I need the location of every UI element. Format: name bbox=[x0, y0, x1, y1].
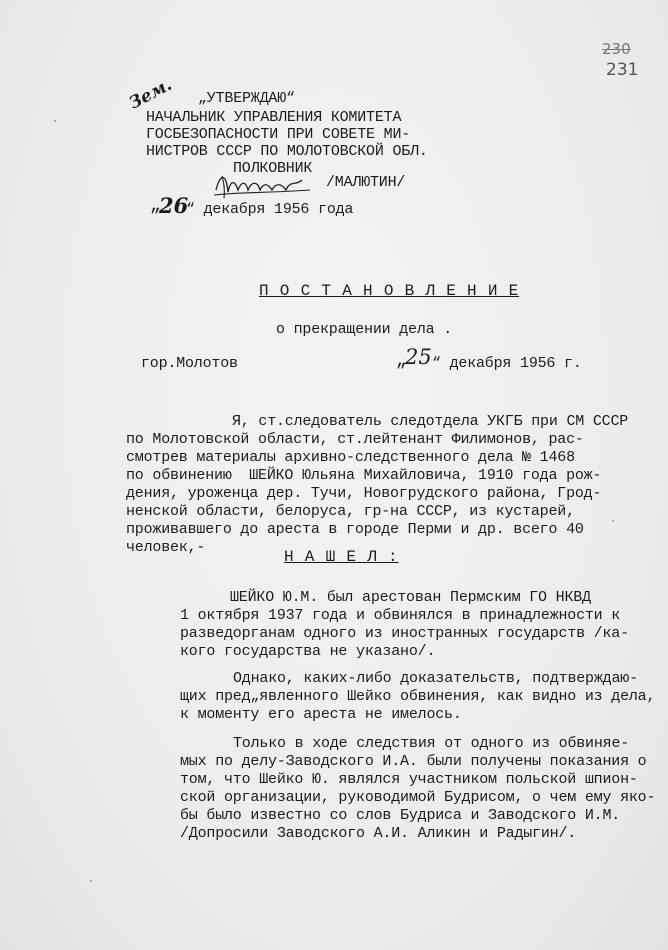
scan-speck bbox=[612, 520, 614, 522]
intro-line: человек,- bbox=[126, 539, 206, 556]
para3-line: бы было известно со слов Будриса и Заводского И.М. bbox=[180, 807, 621, 824]
scan-speck bbox=[54, 120, 56, 122]
approval-date-day: 26 bbox=[159, 193, 189, 218]
approval-line-2: ГОСБЕЗОПАСНОСТИ ПРИ СОВЕТЕ МИ- bbox=[146, 126, 411, 143]
intro-line: Я, ст.следователь следотдела УКГБ при СМ СССР bbox=[232, 413, 629, 430]
para2-line: к моменту его ареста не имелось. bbox=[180, 706, 462, 723]
para1-line: 1 октября 1937 года и обвинялся в принадлежности к bbox=[180, 607, 621, 624]
intro-line: проживавшего до ареста в городе Перми и др. всего 40 bbox=[126, 521, 584, 538]
intro-line: смотрев материалы архивно-следственного дела № 1468 bbox=[126, 449, 575, 466]
signature-image bbox=[210, 168, 320, 200]
document-date-quote: „ bbox=[396, 351, 407, 371]
document-subtitle: о прекращении дела . bbox=[276, 321, 453, 338]
approval-stamp-title: „УТВЕРЖДАЮ“ bbox=[198, 90, 295, 107]
para3-line: ской организации, руководимой Будрисом, о чем ему яко- bbox=[180, 789, 656, 806]
para3-line: /Допросили Заводского А.И. Аликин и Радыгин/. bbox=[180, 825, 577, 842]
document-title: П О С Т А Н О В Л Е Н И Е bbox=[259, 282, 520, 300]
para3-line: том, что Шейко Ю. являлся участником польской шпион- bbox=[180, 771, 638, 788]
intro-line: по Молотовской области, ст.лейтенант Филимонов, рас- bbox=[126, 431, 584, 448]
scan-speck bbox=[90, 880, 92, 882]
para2-line: Однако, каких-либо доказательств, подтверждаю- bbox=[233, 670, 638, 687]
para1-line: разведорганам одного из иностранных государств /ка- bbox=[180, 625, 629, 642]
approval-line-4: ПОЛКОВНИК bbox=[233, 160, 313, 177]
approval-date-rest: “ декабря 1956 года bbox=[186, 201, 354, 218]
document-date-day: 25 bbox=[405, 345, 432, 369]
approval-date-quote: „ bbox=[150, 196, 161, 216]
page-number: 231 bbox=[606, 60, 639, 80]
document-date-rest: “ декабря 1956 г. bbox=[432, 355, 582, 372]
intro-line: по обвинению ШЕЙКО Юльяна Михайловича, 1910 года рож- bbox=[126, 467, 602, 484]
para3-line: мых по делу-Заводского И.А. были получены показания о bbox=[180, 753, 647, 770]
para1-line: ШЕЙКО Ю.М. был арестован Пермским ГО НКВД bbox=[230, 589, 591, 606]
approval-line-1: НАЧАЛЬНИК УПРАВЛЕНИЯ КОМИТЕТА bbox=[146, 109, 402, 126]
found-heading: Н А Ш Е Л : bbox=[284, 548, 399, 566]
para1-line: кого государства не указано/. bbox=[180, 643, 436, 660]
intro-line: ненской области, белоруса, гр-на СССР, из кустарей, bbox=[126, 503, 575, 520]
approval-line-3: НИСТРОВ СССР ПО МОЛОТОВСКОЙ ОБЛ. bbox=[146, 143, 428, 160]
intro-line: дения, уроженца дер. Тучи, Новогрудского района, Грод- bbox=[126, 485, 602, 502]
approval-signatory: /МАЛЮТИН/ bbox=[326, 174, 406, 191]
para2-line: щих пред„явленного Шейко обвинения, как видно из дела, bbox=[180, 688, 656, 705]
old-page-number: 230 bbox=[602, 40, 631, 58]
para3-line: Только в ходе следствия от одного из обвиняе- bbox=[233, 735, 630, 752]
document-place: гор.Молотов bbox=[141, 355, 238, 372]
handwritten-mark: Зем. bbox=[126, 74, 176, 114]
